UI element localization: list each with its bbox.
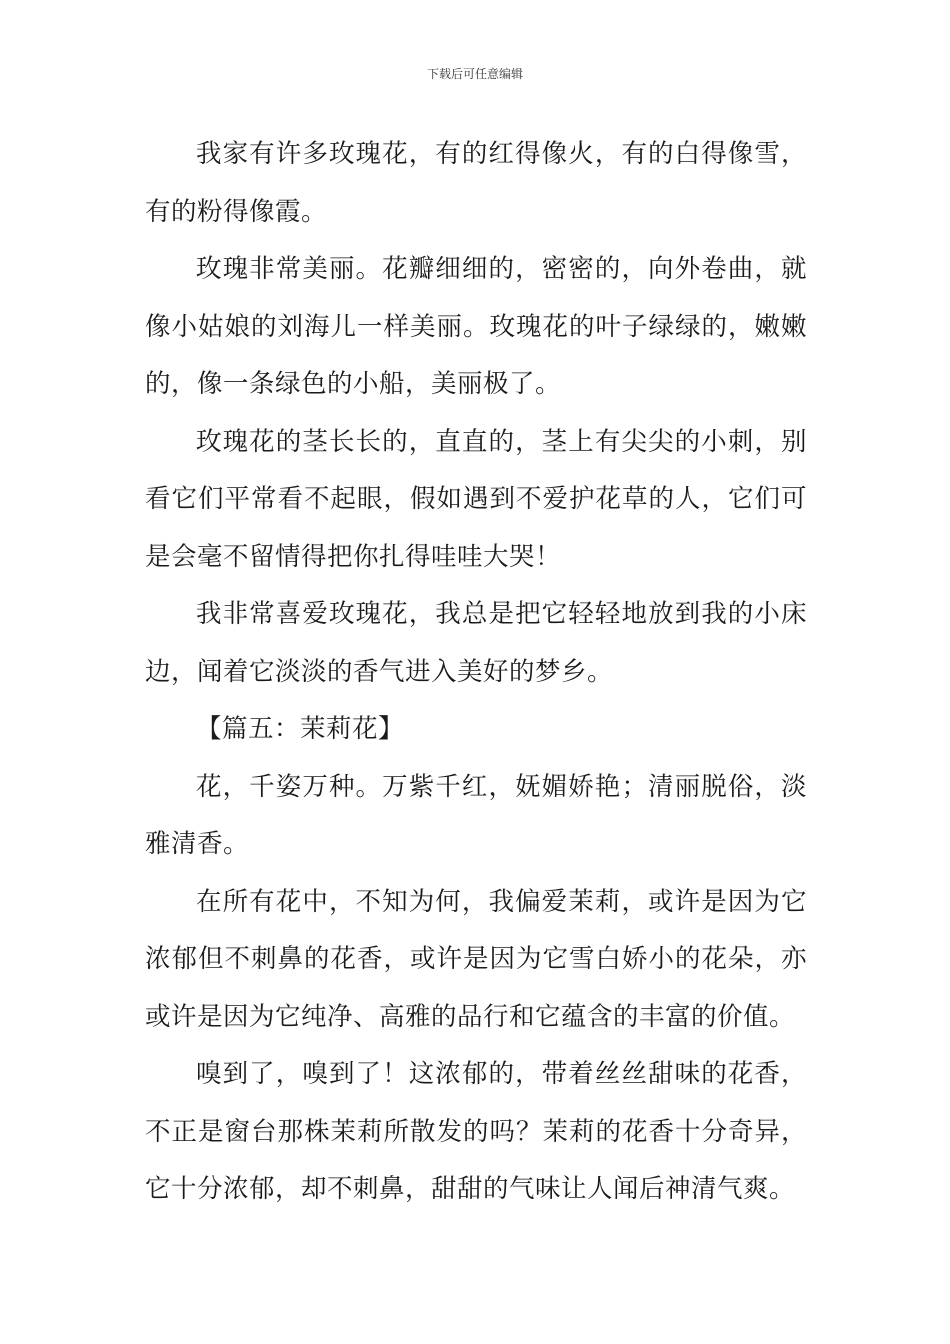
- paragraph: 玫瑰花的茎长长的，直直的，茎上有尖尖的小刺，别看它们平常看不起眼，假如遇到不爱护花草的人，它们可是会毫不留情得把你扎得哇哇大哭！: [145, 426, 807, 572]
- paragraph: 在所有花中，不知为何，我偏爱茉莉，或许是因为它浓郁但不刺鼻的花香，或许是因为它雪白娇小的花朵，亦或许是因为它纯净、高雅的品行和它蕴含的丰富的价值。: [145, 886, 807, 1032]
- paragraph: 花，千姿万种。万紫千红，妩媚娇艳；清丽脱俗，淡雅清香。: [145, 771, 807, 859]
- paragraph: 我家有许多玫瑰花，有的红得像火，有的白得像雪，有的粉得像霞。: [145, 139, 807, 227]
- paragraph: 玫瑰非常美丽。花瓣细细的，密密的，向外卷曲，就像小姑娘的刘海儿一样美丽。玫瑰花的叶子绿绿的，嫩嫩的，像一条绿色的小船，美丽极了。: [145, 254, 807, 399]
- paragraph: 我非常喜爱玫瑰花，我总是把它轻轻地放到我的小床边，闻着它淡淡的香气进入美好的梦乡。: [145, 599, 807, 687]
- document-body: [145, 126, 807, 1219]
- paragraph: 嗅到了，嗅到了！这浓郁的，带着丝丝甜味的花香，不正是窗台那株茉莉所散发的吗？茉莉的花香十分奇异，它十分浓郁，却不刺鼻，甜甜的气味让人闻后神清气爽。: [145, 1059, 807, 1204]
- section-heading: 【篇五：茉莉花】: [196, 714, 405, 744]
- page-header: 下载后可任意编辑: [426, 67, 523, 81]
